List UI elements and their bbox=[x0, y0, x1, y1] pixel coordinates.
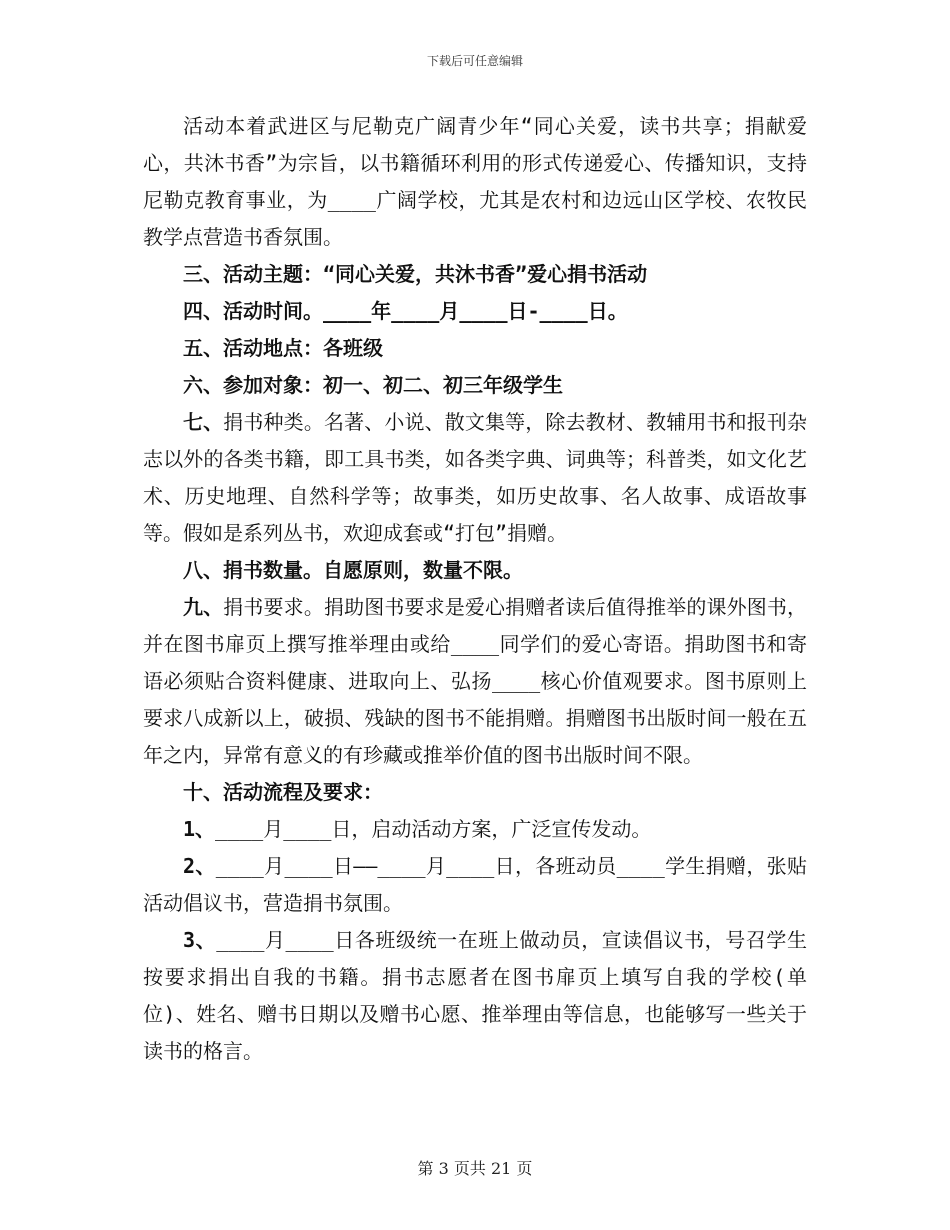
section-location: 五、活动地点：各班级 bbox=[183, 336, 383, 360]
process-step-3: 3、____月____日各班级统一在班上做动员，宣读倡议书，号召学生按要求捐出自我的书籍。捐书志愿者在图书扉页上填写自我的学校(单位)、姓名、赠书日期以及赠书心愿、推举理由等信息，也能够写一些关于读书的格言。 bbox=[143, 928, 807, 1063]
step-label: 2、 bbox=[183, 854, 216, 878]
section-requirements: 九、捐书要求。捐助图书要求是爱心捐赠者读后值得推举的课外图书，并在图书扉页上撰写推举理由或给____同学们的爱心寄语。捐助图书和寄语必须贴合资料健康、进取向上、弘扬____核心价值观要求。图书原则上要求八成新以上，破损、残缺的图书不能捐赠。捐赠图书出版时间一般在五年之内，异常有意义的有珍藏或推举价值的图书出版时间不限。 bbox=[143, 595, 808, 767]
step-label: 3、 bbox=[183, 928, 217, 952]
section-time: 四、活动时间。____年____月____日-____日。 bbox=[183, 299, 628, 323]
step-label: 1、 bbox=[183, 817, 216, 841]
section-theme: 三、活动主题：“同心关爱，共沐书香”爱心捐书活动 bbox=[183, 262, 648, 286]
process-step-2: 2、____月____日——____月____日，各班动员____学生捐赠，张贴活动倡议书，营造捐书氛围。 bbox=[143, 854, 807, 915]
section-label: 七、 bbox=[183, 410, 224, 434]
paragraph-intro: 活动本着武进区与尼勒克广阔青少年“同心关爱，读书共享；捐献爱心，共沐书香”为宗旨，以书籍循环利用的形式传递爱心、传播知识，支持尼勒克教育事业，为____广阔学校，尤其是农村和边远山区学校、农牧民教学点营造书香氛围。 bbox=[143, 114, 807, 249]
section-book-types: 七、捐书种类。名著、小说、散文集等，除去教材、教辅用书和报刊杂志以外的各类书籍，即工具书类，如各类字典、词典等；科普类，如文化艺术、历史地理、自然科学等；故事类，如历史故事、名人故事、成语故事等。假如是系列丛书，欢迎成套或“打包”捐赠。 bbox=[143, 410, 808, 545]
page-header: 下载后可任意编辑 bbox=[426, 54, 523, 68]
document-body bbox=[143, 108, 807, 1070]
section-process: 十、活动流程及要求： bbox=[183, 780, 383, 804]
section-participants: 六、参加对象：初一、初二、初三年级学生 bbox=[183, 373, 563, 397]
section-label: 九、 bbox=[183, 595, 224, 619]
page-footer: 第 3 页共 21 页 bbox=[417, 1159, 533, 1178]
section-quantity: 八、捐书数量。自愿原则，数量不限。 bbox=[183, 558, 523, 582]
process-step-1: 1、____月____日，启动活动方案，广泛宣传发动。 bbox=[183, 817, 652, 841]
